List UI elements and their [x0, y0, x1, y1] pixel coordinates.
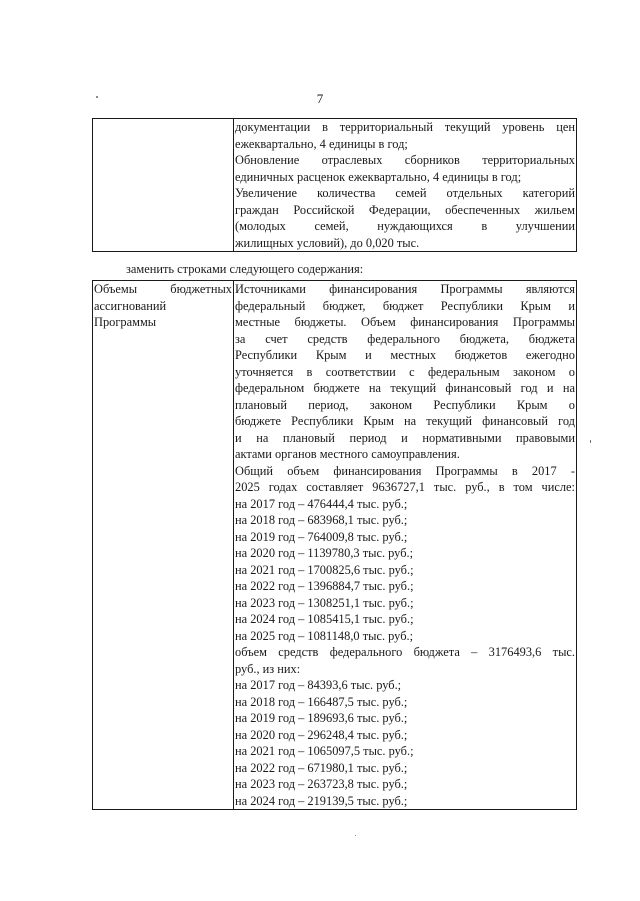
text-line: руб., из них:: [235, 661, 301, 676]
row-heading-line: ассигнований: [94, 298, 167, 313]
text-line: уточняется в соответствии с федеральным законом о: [235, 364, 575, 379]
text-line: на 2019 год – 189693,6 тыс. руб.;: [235, 711, 408, 725]
text-line: бюджете Республики Крым на текущий финансовый год: [235, 414, 575, 428]
table-cell-right: [234, 281, 577, 810]
text-line: на 2023 год – 1308251,1 тыс. руб.;: [235, 595, 414, 610]
text-line: ежеквартально, 4 единицы в год;: [235, 136, 408, 151]
text-line: объем средств федерального бюджета – 3176493,6 тыс.: [235, 645, 575, 659]
scan-speck: [590, 440, 591, 443]
text-line: на 2024 год – 219139,5 тыс. руб.;: [235, 793, 408, 808]
text-line: на 2017 год – 84393,6 тыс. руб.;: [235, 678, 402, 692]
text-line: на 2018 год – 683968,1 тыс. руб.;: [235, 513, 408, 527]
table-budget: [92, 280, 577, 810]
text-line: граждан Российской Федерации, обеспеченных жильем: [235, 202, 575, 217]
text-line: на 2022 год – 671980,1 тыс. руб.;: [235, 760, 408, 775]
table-cell-left: [93, 119, 234, 252]
text-line: на 2019 год – 764009,8 тыс. руб.;: [235, 529, 408, 544]
text-line: местные бюджеты. Объем финансирования Программы: [235, 315, 575, 329]
scan-speck: [355, 835, 356, 836]
table-cell-right: [234, 119, 577, 252]
text-line: 2025 годах составляет 9636727,1 тыс. руб., в том числе:: [235, 480, 575, 494]
text-line: на 2023 год – 263723,8 тыс. руб.;: [235, 777, 408, 791]
text-line: на 2020 год – 296248,4 тыс. руб.;: [235, 727, 408, 742]
page-number: 7: [316, 91, 324, 106]
text-line: жилищных условий), до 0,020 тыс.: [235, 235, 420, 250]
text-line: Источниками финансирования Программы являются: [235, 282, 575, 296]
text-line: федеральный бюджет, бюджет Республики Крым и: [235, 298, 575, 313]
text-line: за счет средств федерального бюджета, бюджета: [235, 331, 575, 346]
table-row: [93, 281, 577, 810]
text-line: на 2025 год – 1081148,0 тыс. руб.;: [235, 628, 414, 643]
text-line: на 2018 год – 166487,5 тыс. руб.;: [235, 694, 408, 709]
text-line: федеральном бюджете на текущий финансовый год и на: [235, 381, 575, 395]
table-cell-left: [93, 281, 234, 810]
text-line: Республики Крым и местных бюджетов ежегодно: [235, 348, 575, 362]
text-line: на 2022 год – 1396884,7 тыс. руб.;: [235, 579, 414, 593]
text-line: и на плановый период и нормативными правовыми: [235, 430, 575, 445]
row-heading-line: Объемы бюджетных: [94, 282, 232, 296]
text-line: Увеличение количества семей отдельных категорий: [235, 186, 575, 200]
intro-text: заменить строками следующего содержания:: [126, 262, 364, 276]
text-line: на 2021 год – 1065097,5 тыс. руб.;: [235, 744, 414, 758]
text-line: Обновление отраслевых сборников территориальных: [235, 153, 575, 167]
text-line: единичных расценок ежеквартально, 4 единицы в год;: [235, 169, 522, 184]
text-line: плановый период, законом Республики Крым о: [235, 397, 575, 412]
scan-speck: [96, 96, 98, 98]
text-line: (молодых семей, нуждающихся в улучшении: [235, 219, 575, 233]
text-line: на 2024 год – 1085415,1 тыс. руб.;: [235, 612, 414, 626]
row-heading-line: Программы: [94, 315, 157, 329]
text-line: на 2021 год – 1700825,6 тыс. руб.;: [235, 562, 414, 577]
text-line: на 2020 год – 1139780,3 тыс. руб.;: [235, 546, 414, 560]
text-line: актами органов местного самоуправления.: [235, 447, 460, 461]
table-row: [93, 119, 577, 252]
text-line: на 2017 год – 476444,4 тыс. руб.;: [235, 496, 408, 511]
table-continuation: [92, 118, 577, 252]
text-line: Общий объем финансирования Программы в 2017 -: [235, 463, 575, 478]
text-line: документации в территориальный текущий уровень цен: [235, 120, 575, 134]
